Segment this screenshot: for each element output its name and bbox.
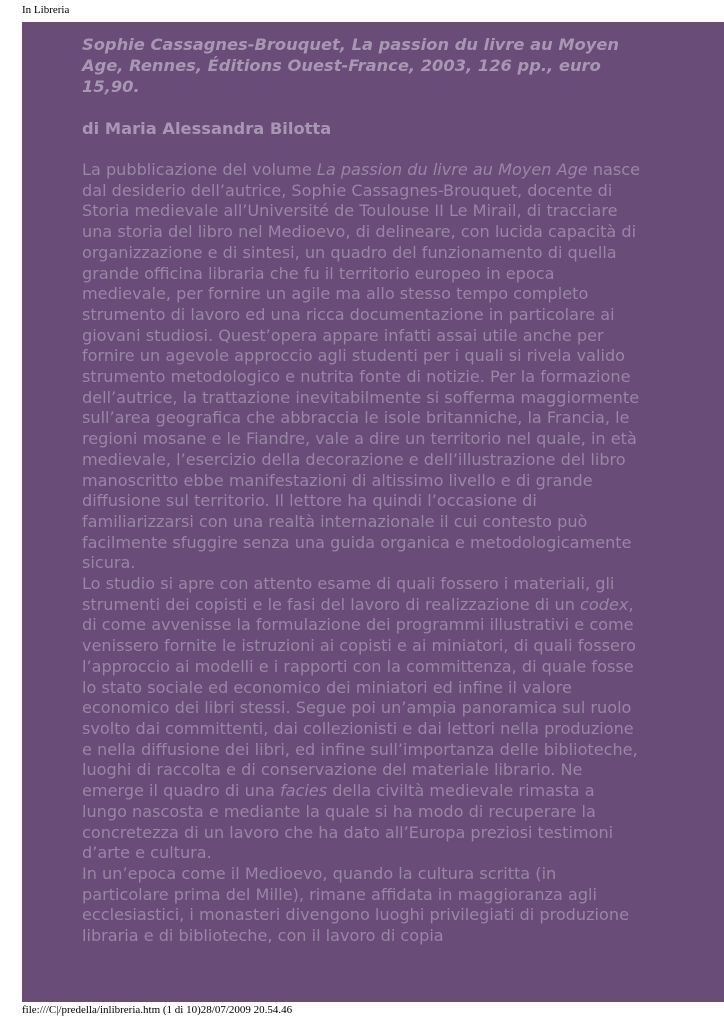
text-run: La pubblicazione del volume [82,160,317,179]
term-italic-codex: codex [580,594,629,614]
article-panel [22,22,724,1002]
article-title: Sophie Cassagnes-Brouquet, La passion du livre au Moyen Age, Rennes, Éditions Ouest-France, 2003, 126 pp., euro 15,90. [82,35,620,96]
text-run: Lo studio si apre con attento esame di quali fossero i materiali, gli strumenti dei copisti e le fasi del lavoro di realizzazione di un [82,574,615,614]
article-author: di Maria Alessandra Bilotta [82,119,332,138]
paragraph-2 [82,574,642,864]
book-title-italic: La passion du livre au Moyen Age [316,160,588,179]
text-run: nasce dal desiderio dell’autrice, Sophie Cassagnes-Brouquet, docente di Storia medievale all’Université de Toulouse II Le Mirail, di tracciare una storia del libro nel Medioevo, di delineare, con lucida capacità di organizzazione e di sintesi, un quadro del funzionamento di quella grande officina libraria che fu il territorio europeo in epoca medievale, per fornire un agile ma allo stesso tempo completo strumento di lavoro ed una ricca documentazione in particolare ai giovani studiosi. Quest’opera appare infatti assai utile anche per fornire un agevole approccio agli studenti per i quali si rivela valido strumento metodologico e nutrita fonte di notizie. Per la formazione dell’autrice, la trattazione inevitabilmente si sofferma maggiormente sull’area geografica che abbraccia le isole britanniche, la Francia, le regioni mosane e le Fiandre, vale a dire un territorio nel quale, in età medievale, l’esercizio della decorazione e dell’illustrazione del libro manoscritto ebbe manifestazioni di altissimo livello e di grande diffusione sul territorio. Il lettore ha quindi l’occasione di familiarizzarsi con una realtà internazionale il cui contesto può facilmente sfuggire senza una guida organica e metodologicamente sicura. [82,160,641,573]
print-footer: file:///C|/predella/inlibreria.htm (1 di 10)28/07/2009 20.54.46 [22,1004,293,1016]
article-body [82,160,642,947]
text-run: della civiltà medievale rimasta a lungo nascosta e mediante la quale si ha modo di recuperare la concretezza di un lavoro che ha dato all’Europa preziosi testimoni d’arte e cultura. [82,781,614,863]
paragraph-3: In un’epoca come il Medioevo, quando la cultura scritta (in particolare prima del Mille), rimane affidata in maggioranza agli ecclesiastici, i monasteri divengono luoghi privilegiati di produzione libraria e di biblioteche, con il lavoro di copia [82,863,629,946]
text-run: , di come avvenisse la formulazione dei programmi illustrativi e come venissero fornite le istruzioni ai copisti e ai miniatori, di quali fossero l’approccio ai modelli e i rapporti con la committenza, di quale fosse lo stato sociale ed economico dei miniatori ed infine il valore economico dei libri stessi. Segue poi un’ampia panoramica sul ruolo svolto dai committenti, dai collezionisti e dai lettori nella produzione e nella diffusione dei libri, ed infine sull’importanza delle biblioteche, luoghi di raccolta e di conservazione del materiale librario. Ne emerge il quadro di una [82,594,638,801]
paragraph-1 [82,160,642,574]
print-header: In Libreria [22,4,70,16]
article-content [82,34,642,947]
term-italic-facies: facies [280,781,328,801]
